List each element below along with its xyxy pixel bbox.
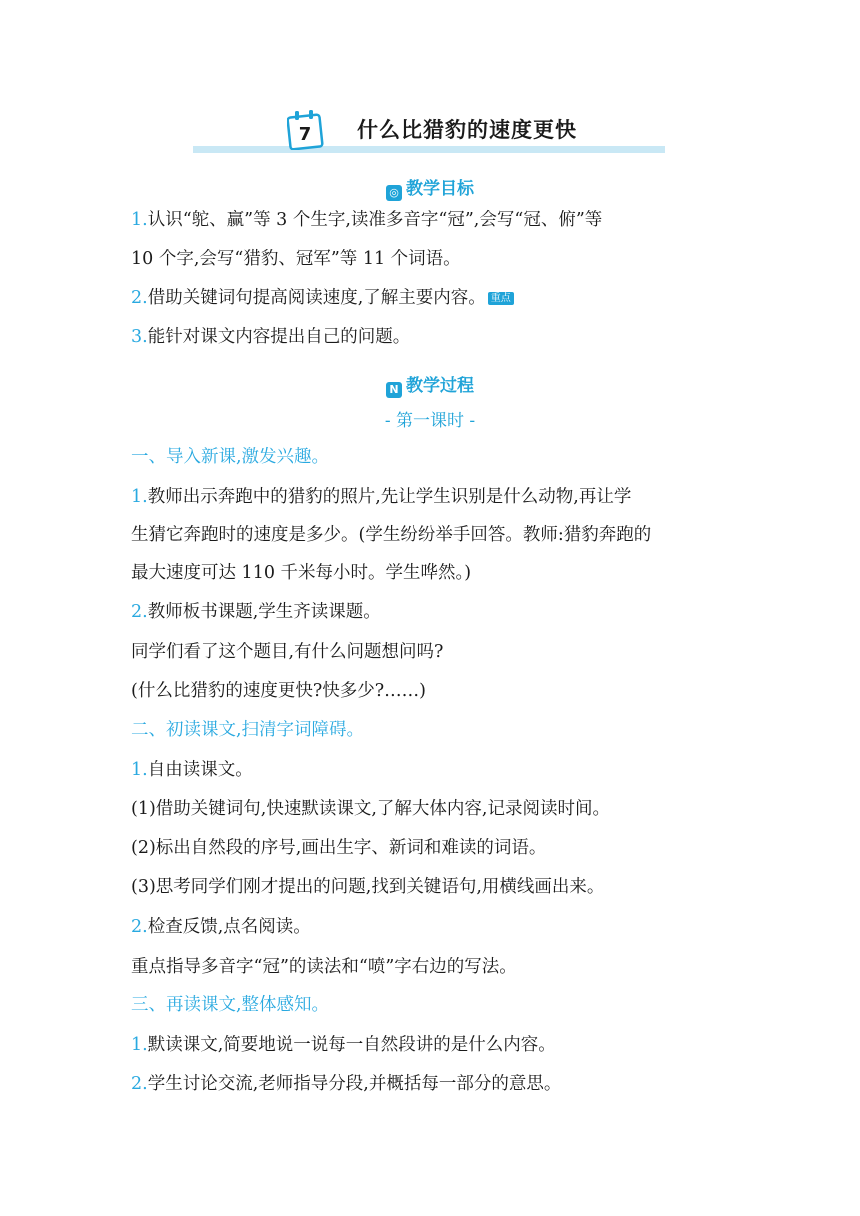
process-line: 2.学生讨论交流,老师指导分段,并概括每一部分的意思。 [131,1074,562,1094]
lesson-label: - 第一课时 - [384,411,476,431]
objective-line: 10 个字,会写“猎豹、冠军”等 11 个词语。 [131,249,461,269]
process-line: 重点指导多音字“冠”的读法和“喷”字右边的写法。 [131,957,517,977]
process-line: (3)思考同学们刚才提出的问题,找到关键语句,用横线画出来。 [131,877,605,897]
process-line: 1.自由读课文。 [131,760,253,780]
lesson-number: 7 [298,124,312,145]
title-underline-bar [193,146,665,153]
process-line: 生猜它奔跑时的速度是多少。(学生纷纷举手回答。教师:猎豹奔跑的 [131,525,652,545]
process-line: 1.默读课文,简要地说一说每一自然段讲的是什么内容。 [131,1035,556,1055]
process-line: (1)借助关键词句,快速默读课文,了解大体内容,记录阅读时间。 [131,799,610,819]
step-heading: 一、导入新课,激发兴趣。 [131,447,330,467]
step-heading: 三、再读课文,整体感知。 [131,995,330,1015]
target-icon: ◎ [386,185,402,201]
process-line: 1.教师出示奔跑中的猎豹的照片,先让学生识别是什么动物,再让学 [131,487,632,507]
page-title: 什么比猎豹的速度更快 [357,118,577,142]
process-line: 2.检查反馈,点名阅读。 [131,917,311,937]
process-line: (2)标出自然段的序号,画出生字、新词和难读的词语。 [131,838,547,858]
objective-line: 3.能针对课文内容提出自己的问题。 [131,327,411,347]
step-heading: 二、初读课文,扫清字词障碍。 [131,720,365,740]
lesson-title-block [193,100,665,156]
objective-line: 2.借助关键词句提高阅读速度,了解主要内容。 重点 [131,288,751,308]
process-heading-text: 教学过程 [406,376,474,396]
objective-line: 1.认识“鸵、赢”等 3 个生字,读准多音字“冠”,会写“冠、俯”等 [131,210,603,230]
objectives-heading [0,174,860,201]
key-point-badge: 重点 [488,292,514,305]
process-line: 同学们看了这个题目,有什么问题想问吗? [131,642,444,662]
process-line: (什么比猎豹的速度更快?快多少?……) [131,681,426,701]
objectives-heading-text: 教学目标 [406,179,474,199]
calendar-icon [287,110,325,150]
process-heading [0,371,860,398]
process-icon: N [386,382,402,398]
process-line: 最大速度可达 110 千米每小时。学生哗然。) [131,563,472,583]
process-line: 2.教师板书课题,学生齐读课题。 [131,602,381,622]
